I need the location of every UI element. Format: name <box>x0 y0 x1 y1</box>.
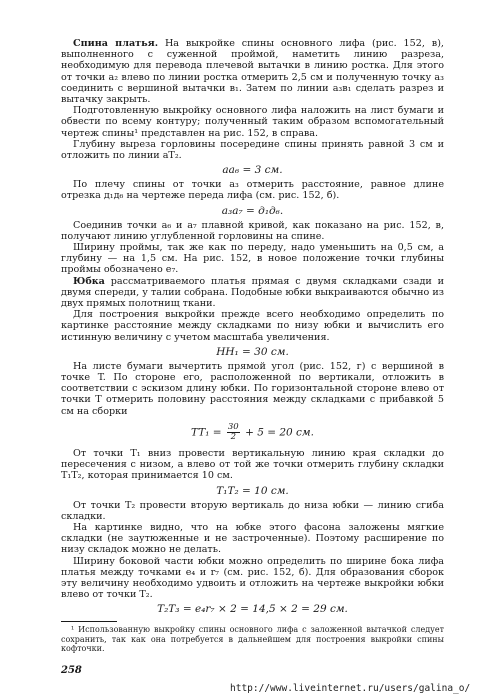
formula-a3a7: a₃a₇ = д₁д₆. <box>221 204 284 217</box>
paragraph: На листе бумаги вычертить прямой угол (рис. 152, г) с вершиной в точке T. По стороне его, расположенной по вертикали, отложить в соответствии с эскизом длину юбки. По горизонтальной стороне влево от точки T отмерить половину расстояния между складками с прибавкой 5 см на сборки <box>61 360 444 417</box>
footnote-divider <box>61 621 117 622</box>
formula-t2t3: T₂T₃ = e₄r₇ × 2 = 14,5 × 2 = 29 см. <box>157 603 348 616</box>
footnote: ¹ Использованную выкройку спины основного лифа с заложенной вытачкой следует сохранить, так как она потребуется в дальнейшем для построения выкройки спины кофточки. <box>61 625 444 654</box>
paragraph: Ширину проймы, так же как по переду, надо уменьшить на 0,5 см, а глубину — на 1,5 см. На рис. 152, в новое положение точки глубины проймы обозначено e₇. <box>61 242 444 276</box>
formula-t1t2: T₁T₂ = 10 см. <box>216 484 289 497</box>
fraction: $\frac{30}{2}$ <box>227 421 239 442</box>
paragraph: По плечу спины от точки a₃ отмерить расстояние, равное длине отрезка д₁д₆ на чертеже переда лифа (см. рис. 152, б). <box>61 179 444 202</box>
formula-aa6: aa₆ = 3 см. <box>222 164 283 177</box>
paragraph: Глубину выреза горловины посередине спины принять равной 3 см и отложить по линии aT₂. <box>61 138 444 162</box>
page-number: 258 <box>61 665 82 676</box>
formula-tt1: TT₁ = $\frac{30}{2}$ + 5 = 20 см. <box>191 421 314 442</box>
watermark-url: http://www.liveinternet.ru/users/galina_o/ <box>230 683 471 694</box>
paragraph: На картинке видно, что на юбке этого фасона заложены мягкие складки (не заутюженные и не застроченные). Поэтому расширение по низу складок можно не делать. <box>61 521 444 556</box>
paragraph-text: На выкройке спины основного лифа (рис. 152, в), выполненного с суженной проймой, наметить линию разреза, необходимую для перевода плечевой вытачки в линию ростка. Для этого от точки a₂ влево по линии ростка отмерить 2,5 см и полученную точку a₃ соединить с вершиной вытачки в₁. Затем по линии a₃в₁ сделать разрез и вытачку закрыть. <box>61 38 444 106</box>
paragraph: Ширину боковой части юбки можно определить по ширине бока лифа платья между точками e₄ и r₇ (см. рис. 152, б). Для образования сборок эту величину необходимо удвоить и отложить на чертеже выкройки юбки влево от точки T₂. <box>61 555 444 601</box>
paragraph-skirt <box>61 276 444 310</box>
paragraph: От точки T₂ провести вторую вертикаль до низа юбки — линию сгиба складки. <box>61 499 444 522</box>
paragraph-text: рассматриваемого платья прямая с двумя складками сзади и двумя спереди, у талии собрана. Подобные юбки выкраиваются обычно из двух прямых полотнищ ткани. <box>61 275 444 310</box>
formula-hh1: HH₁ = 30 см. <box>216 345 289 358</box>
paragraph: От точки T₁ вниз провести вертикальную линию края складки до пересечения с низом, а влево от той же точки отмерить глубину складки T₁T₂, которая принимается 10 см. <box>61 447 444 482</box>
section-heading-skirt: Юбка <box>73 275 105 287</box>
section-heading-back: Спина платья. <box>73 38 159 49</box>
paragraph-back-dress <box>61 38 444 105</box>
paragraph: Соединив точки a₆ и a₇ плавной кривой, как показано на рис. 152, в, получают линию углубленной горловины на спине. <box>61 219 444 242</box>
paragraph: Для построения выкройки прежде всего необходимо определить по картинке расстояние между складками по низу юбки и вычислить его истинную величину с учетом масштаба увеличения. <box>61 309 444 343</box>
paragraph: Подготовленную выкройку основного лифа наложить на лист бумаги и обвести по всему контуру; полученный таким образом вспомогательный чертеж спины¹ представлен на рис. 152, в справа. <box>61 105 444 139</box>
